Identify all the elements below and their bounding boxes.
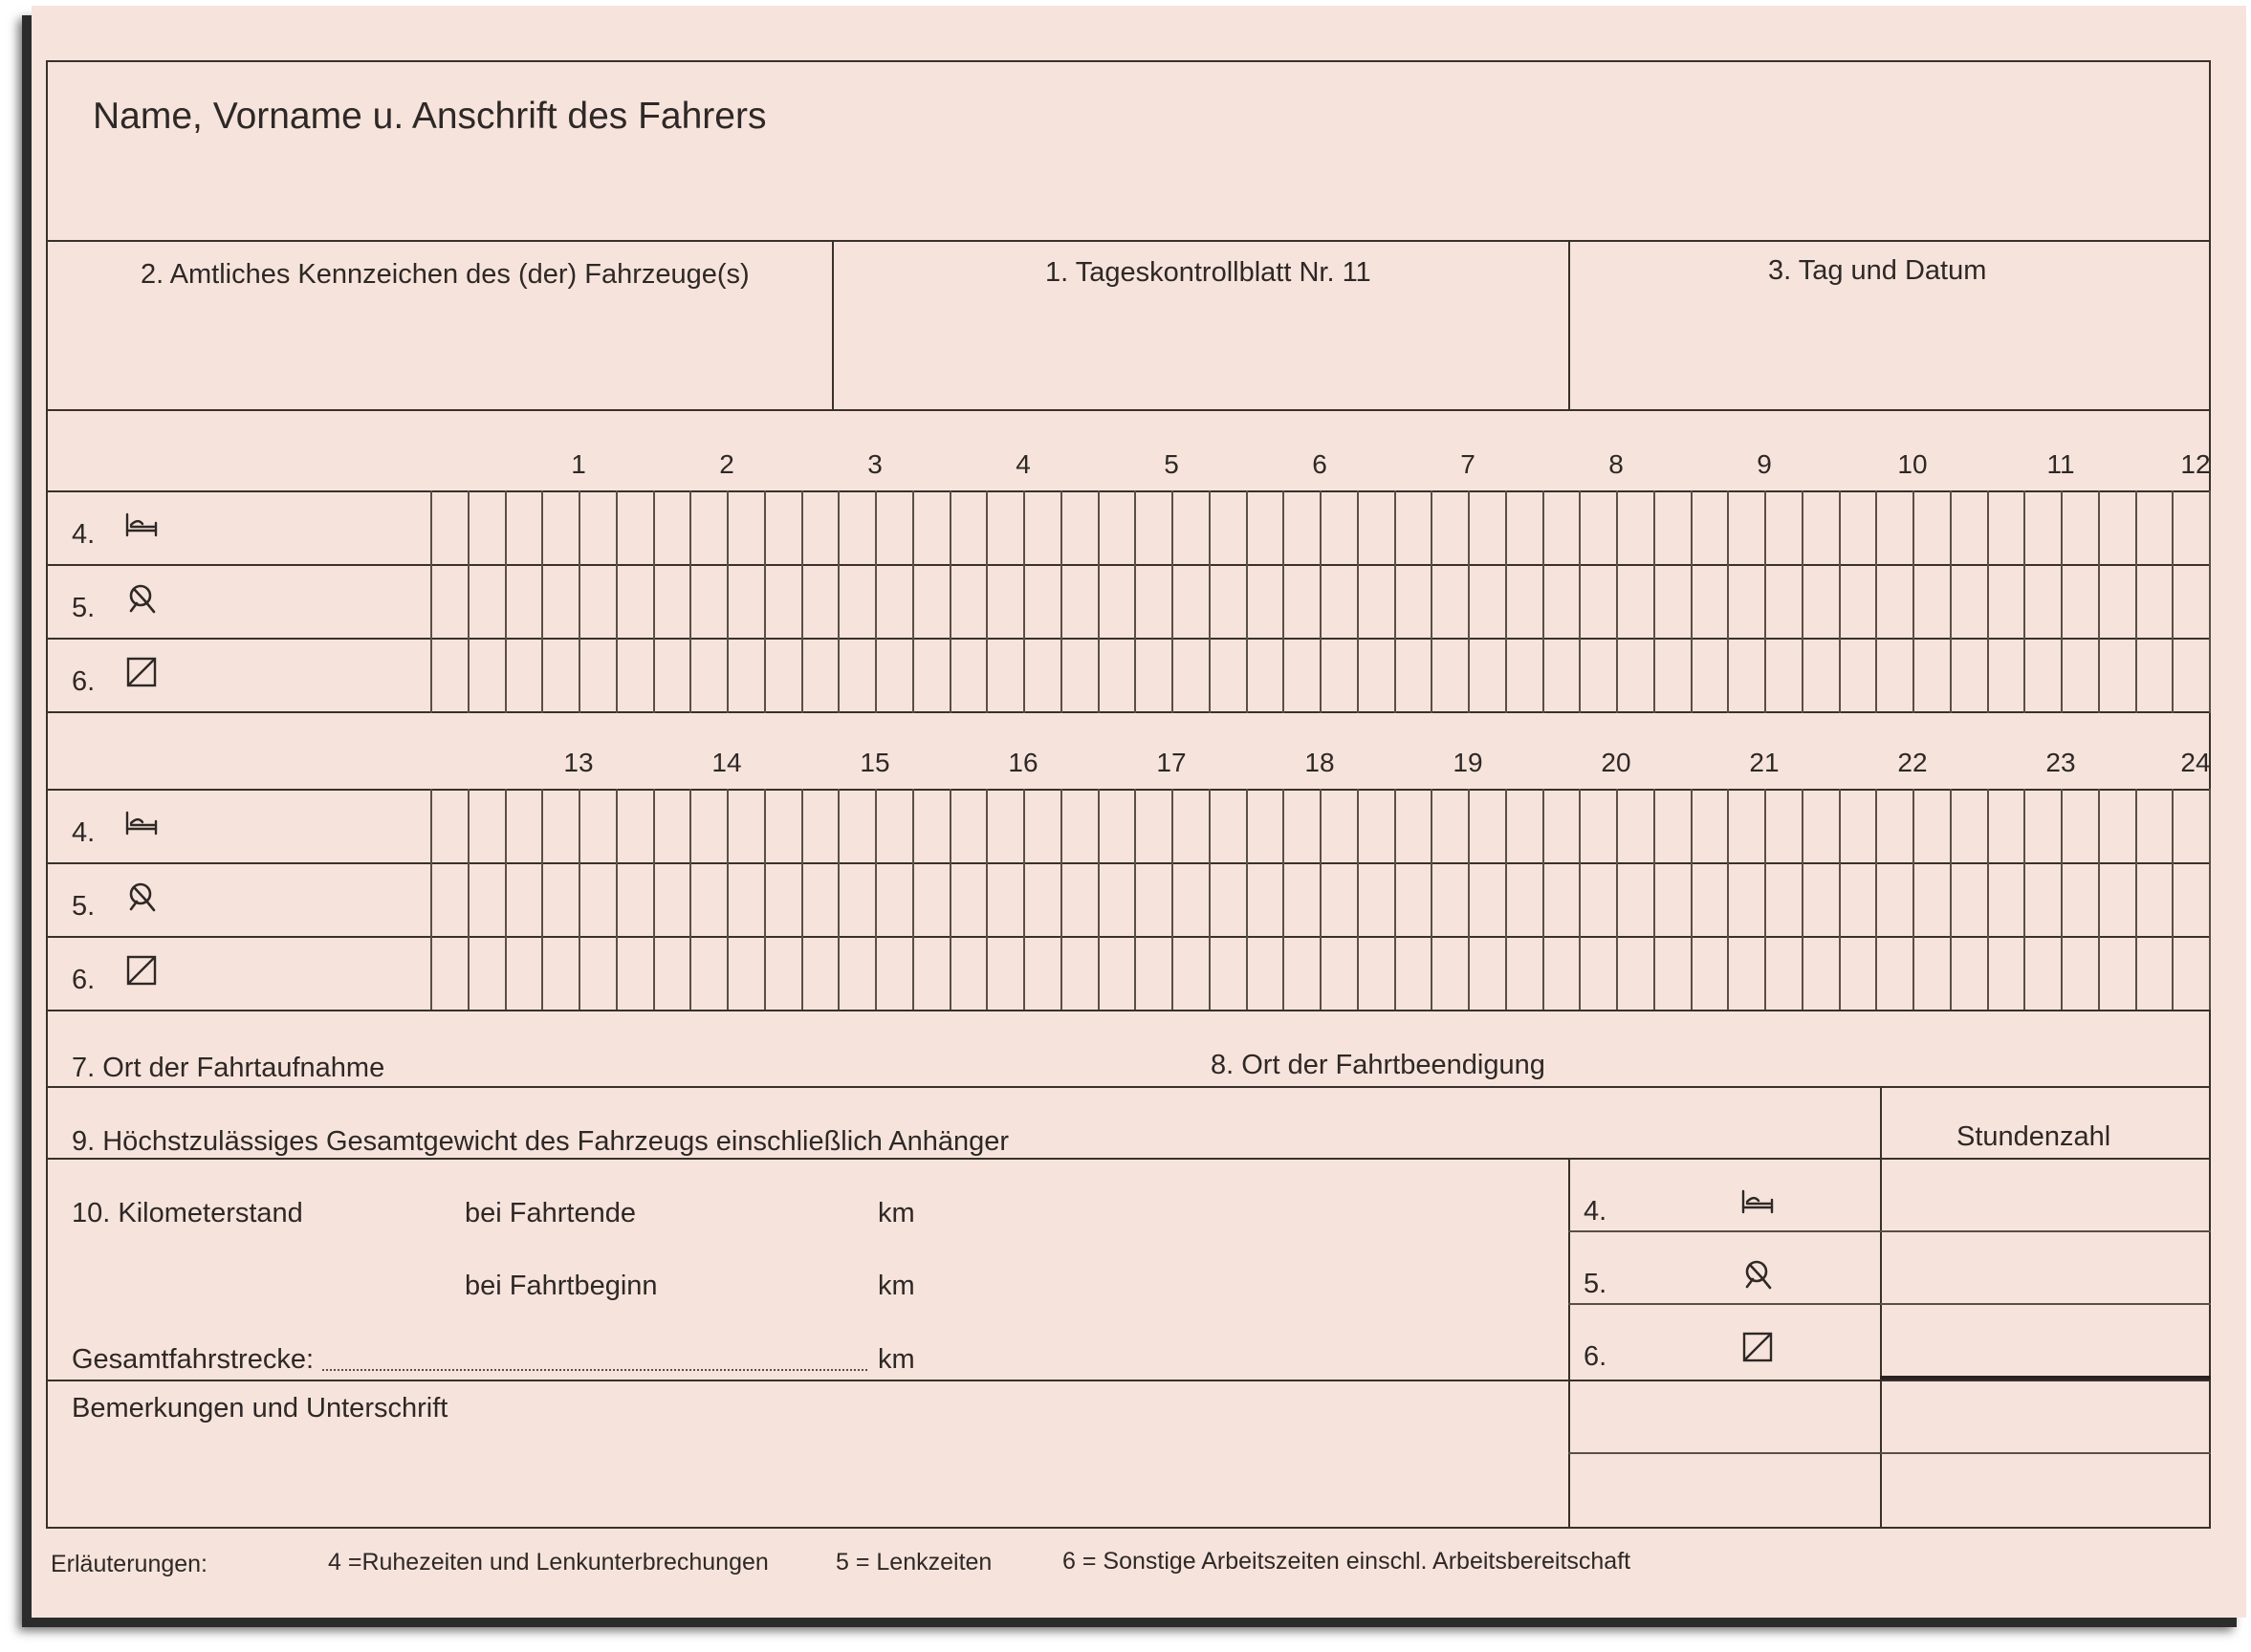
header-col-divider-1 [832, 240, 834, 410]
vehicle-plate-label: 2. Amtliches Kennzeichen des (der) Fahrzeuge(s) [141, 259, 750, 290]
odometer-start-unit: km [878, 1271, 915, 1301]
hour-label: 7 [1460, 449, 1475, 479]
header-bottom-divider [46, 409, 2211, 411]
frame-top [46, 60, 2211, 62]
hatched-square-icon [122, 951, 161, 989]
grid-time-row[interactable] [430, 862, 2209, 936]
bed-icon [122, 506, 161, 544]
summary-row-number-6: 6. [1584, 1341, 1607, 1372]
header-col-divider-2 [1568, 240, 1570, 410]
bed-icon [122, 804, 161, 842]
hour-label: 5 [1164, 449, 1179, 479]
grid-time-row[interactable] [430, 564, 2209, 638]
summary-row-divider-1 [1568, 1230, 2211, 1232]
summary-row-divider-2 [1568, 1303, 2211, 1305]
grid-time-row[interactable] [430, 490, 2209, 564]
grid-time-row[interactable] [430, 936, 2209, 1010]
header-divider [46, 240, 2211, 242]
hour-label: 24 [2180, 748, 2211, 777]
legend-item-4: 4 =Ruhezeiten und Lenkunterbrechungen [328, 1549, 769, 1576]
grid-row-number: 4. [72, 817, 96, 848]
remarks-top-divider [46, 1380, 2211, 1381]
hour-label: 13 [563, 748, 594, 777]
frame-bottom [46, 1527, 2211, 1529]
summary-column-left [1568, 1158, 1570, 1528]
frame-left [46, 60, 48, 1529]
hour-label: 17 [1156, 748, 1187, 777]
hours-column-left [1880, 1086, 1882, 1528]
summary-row-divider-3 [1568, 1452, 2211, 1454]
bed-icon [1738, 1183, 1777, 1221]
hour-label: 12 [2180, 449, 2211, 479]
total-distance-label: Gesamtfahrstrecke: [72, 1344, 315, 1375]
start-location-label: 7. Ort der Fahrtaufnahme [72, 1053, 385, 1083]
legend-title: Erläuterungen: [51, 1551, 208, 1577]
hour-label: 19 [1453, 748, 1483, 777]
hour-label: 14 [711, 748, 742, 777]
legend-item-5: 5 = Lenkzeiten [836, 1549, 993, 1576]
hour-label: 4 [1016, 449, 1031, 479]
grid-time-row[interactable] [430, 789, 2209, 862]
hour-label: 10 [1897, 449, 1928, 479]
weight-bottom-divider [46, 1158, 2211, 1160]
hour-label: 20 [1601, 748, 1631, 777]
grid-block-bottom [46, 1010, 2211, 1011]
grid-row-number: 5. [72, 891, 96, 922]
steering-wheel-icon [1738, 1255, 1777, 1293]
steering-wheel-icon [122, 878, 161, 916]
hour-label: 11 [2046, 449, 2075, 479]
sheet-number-label: 1. Tageskontrollblatt Nr. 11 [1045, 257, 1371, 288]
hour-label: 1 [571, 449, 586, 479]
hour-label: 18 [1304, 748, 1335, 777]
grid-time-row[interactable] [430, 638, 2209, 711]
hour-label: 3 [867, 449, 883, 479]
hour-label: 2 [719, 449, 734, 479]
driver-name-label: Name, Vorname u. Anschrift des Fahrers [93, 96, 767, 137]
remarks-label: Bemerkungen und Unterschrift [72, 1393, 448, 1424]
summary-row-number-5: 5. [1584, 1269, 1607, 1299]
grid-row-number: 6. [72, 666, 96, 697]
total-distance-unit: km [878, 1344, 915, 1375]
odometer-start-label: bei Fahrtbeginn [465, 1271, 658, 1301]
grid-row-number: 4. [72, 519, 96, 550]
grid-row-number: 6. [72, 965, 96, 995]
hour-label: 22 [1897, 748, 1928, 777]
grid-column-line [2209, 490, 2211, 713]
hour-label: 21 [1749, 748, 1780, 777]
odometer-end-unit: km [878, 1198, 915, 1228]
hour-label: 9 [1757, 449, 1772, 479]
hour-label: 16 [1008, 748, 1038, 777]
steering-wheel-icon [122, 579, 161, 618]
grid-row-line [46, 711, 2211, 713]
total-distance-line[interactable] [322, 1369, 867, 1371]
odometer-label: 10. Kilometerstand [72, 1198, 303, 1228]
hour-label: 8 [1608, 449, 1624, 479]
legend-item-6: 6 = Sonstige Arbeitszeiten einschl. Arbeitsbereitschaft [1062, 1548, 1631, 1575]
hours-count-header: Stundenzahl [1956, 1121, 2111, 1152]
hatched-square-icon [122, 653, 161, 691]
grid-column-line [2209, 789, 2211, 1011]
hour-label: 6 [1312, 449, 1327, 479]
day-date-label: 3. Tag und Datum [1768, 255, 1987, 286]
hour-label: 15 [860, 748, 890, 777]
summary-row-number-4: 4. [1584, 1196, 1607, 1227]
max-weight-label: 9. Höchstzulässiges Gesamtgewicht des Fahrzeugs einschließlich Anhänger [72, 1126, 1010, 1157]
locations-bottom-divider [46, 1086, 2211, 1088]
end-location-label: 8. Ort der Fahrtbeendigung [1211, 1050, 1545, 1080]
hatched-square-icon [1738, 1328, 1777, 1366]
odometer-end-label: bei Fahrtende [465, 1198, 636, 1228]
hour-label: 23 [2045, 748, 2076, 777]
grid-row-number: 5. [72, 593, 96, 623]
